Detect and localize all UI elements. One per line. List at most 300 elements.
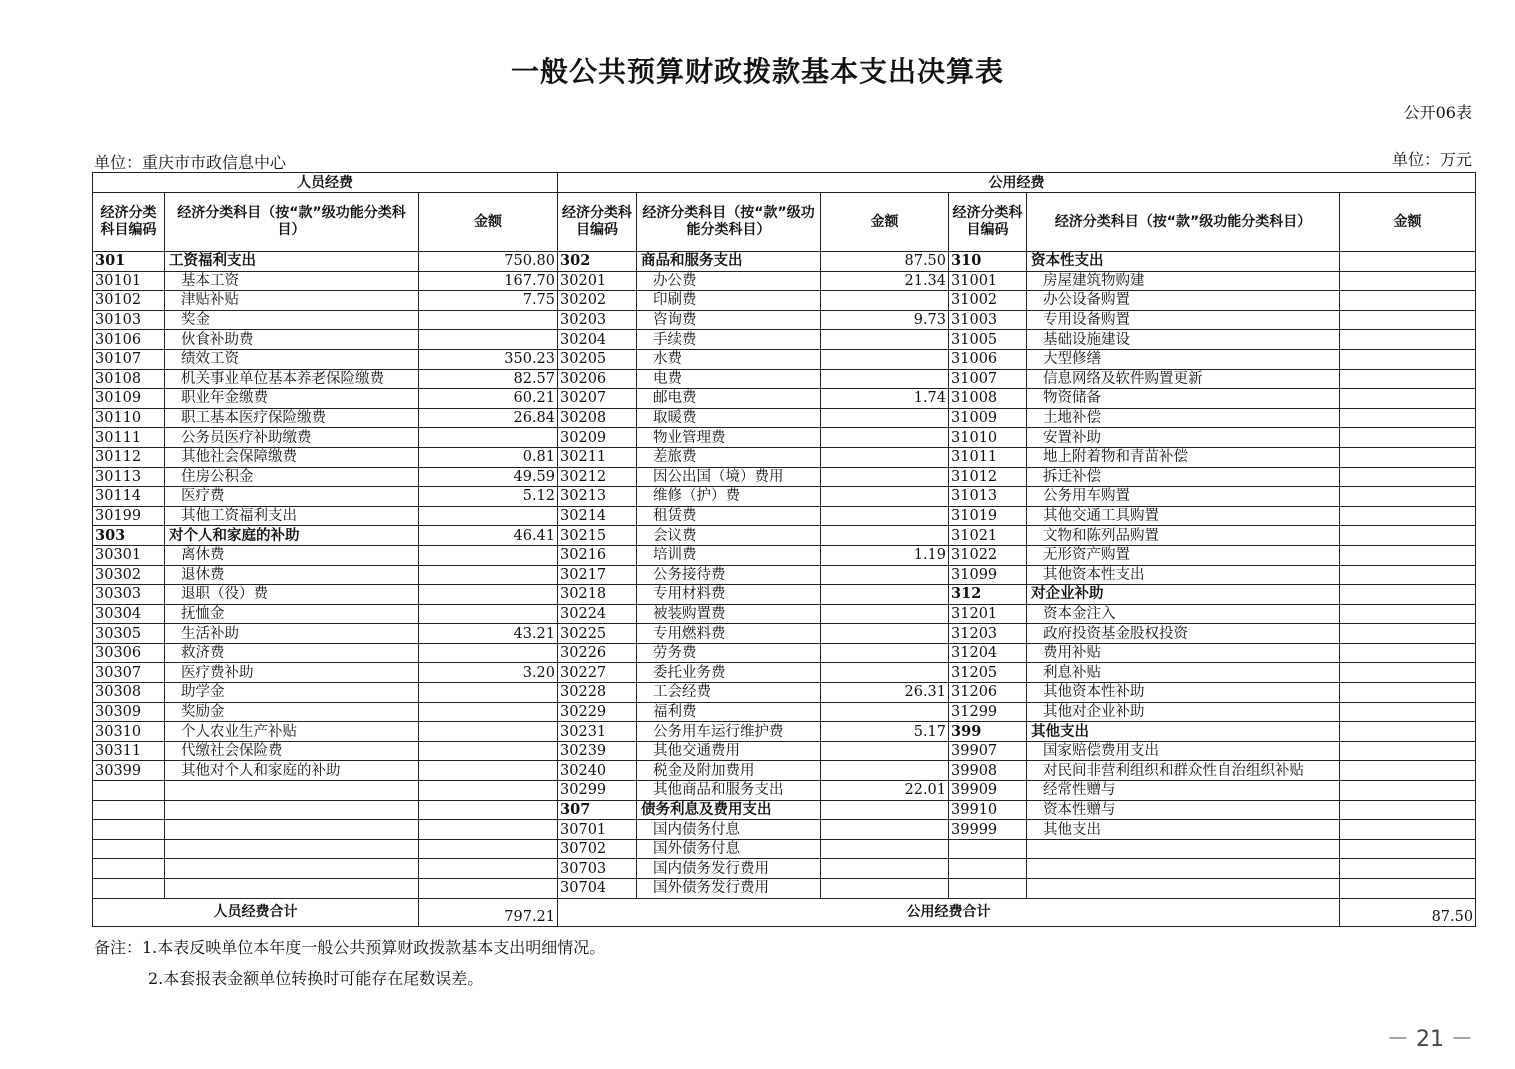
public-amount-cell	[821, 761, 949, 781]
public-amount-cell: 9.73	[821, 310, 949, 330]
table-row	[93, 369, 1476, 389]
code-header: 经济分类科目编码	[949, 193, 1027, 252]
public-code-cell: 30201	[558, 271, 637, 291]
personnel-code-cell	[93, 839, 165, 859]
table-row	[93, 761, 1476, 781]
personnel-amount-cell: 82.57	[419, 369, 558, 389]
public-amount-cell	[821, 526, 949, 546]
personnel-amount-cell	[419, 879, 558, 899]
public-amount-cell	[821, 467, 949, 487]
personnel-amount-cell: 3.20	[419, 663, 558, 683]
personnel-subject-cell: 个人农业生产补贴	[165, 722, 419, 742]
page-number: － 21 －	[1387, 1027, 1473, 1052]
public-amount-cell	[1340, 252, 1476, 272]
personnel-subject-cell: 公务员医疗补助缴费	[165, 428, 419, 448]
personnel-subject-cell: 救济费	[165, 643, 419, 663]
personnel-subject-cell: 其他工资福利支出	[165, 506, 419, 526]
public-code-cell: 30212	[558, 467, 637, 487]
public-code-cell: 30299	[558, 781, 637, 801]
public-code-cell: 31205	[949, 663, 1027, 683]
personnel-amount-cell: 49.59	[419, 467, 558, 487]
personnel-code-cell: 30106	[93, 330, 165, 350]
public-amount-cell	[1340, 800, 1476, 820]
public-amount-cell	[1340, 585, 1476, 605]
public-amount-cell	[1340, 643, 1476, 663]
personnel-code-cell: 30306	[93, 643, 165, 663]
public-subject-cell: 咨询费	[637, 310, 821, 330]
note-1: 备注：1.本表反映单位本年度一般公共预算财政拨款基本支出明细情况。	[94, 938, 606, 957]
public-amount-cell	[1340, 722, 1476, 742]
column-header-row	[93, 193, 1476, 252]
personnel-code-cell	[93, 781, 165, 801]
public-code-cell: 31204	[949, 643, 1027, 663]
public-amount-cell	[1340, 506, 1476, 526]
public-code-cell: 30231	[558, 722, 637, 742]
table-row	[93, 781, 1476, 801]
public-code-cell: 30702	[558, 839, 637, 859]
personnel-amount-cell	[419, 683, 558, 703]
public-amount-cell	[821, 663, 949, 683]
personnel-code-cell: 30302	[93, 565, 165, 585]
personnel-code-cell: 30310	[93, 722, 165, 742]
public-amount-cell	[821, 839, 949, 859]
personnel-code-cell: 30308	[93, 683, 165, 703]
personnel-subject-cell: 退休费	[165, 565, 419, 585]
table-row	[93, 820, 1476, 840]
personnel-code-cell: 30301	[93, 545, 165, 565]
public-amount-cell	[1340, 389, 1476, 409]
personnel-amount-cell: 46.41	[419, 526, 558, 546]
public-amount-cell	[1340, 781, 1476, 801]
public-code-cell: 31003	[949, 310, 1027, 330]
public-amount-cell	[1340, 428, 1476, 448]
subject-header: 经济分类科目（按“款”级功能分类科目）	[165, 193, 419, 252]
public-code-cell: 307	[558, 800, 637, 820]
personnel-code-cell: 30109	[93, 389, 165, 409]
table-row	[93, 252, 1476, 272]
public-code-cell: 30204	[558, 330, 637, 350]
public-subject-cell: 国家赔偿费用支出	[1027, 741, 1340, 761]
public-code-cell: 30218	[558, 585, 637, 605]
public-subject-cell: 劳务费	[637, 643, 821, 663]
personnel-amount-cell	[419, 722, 558, 742]
public-subject-cell: 拆迁补偿	[1027, 467, 1340, 487]
public-subject-cell: 差旅费	[637, 447, 821, 467]
personnel-subject-cell: 奖励金	[165, 702, 419, 722]
public-subject-cell: 公务用车购置	[1027, 487, 1340, 507]
public-subject-cell: 对民间非营利组织和群众性自治组织补贴	[1027, 761, 1340, 781]
table-number: 公开06表	[1403, 103, 1472, 122]
public-subject-cell: 工会经费	[637, 683, 821, 703]
public-amount-cell	[1340, 271, 1476, 291]
personnel-code-cell: 30107	[93, 349, 165, 369]
public-subject-cell: 被装购置费	[637, 604, 821, 624]
personnel-subject-cell: 离休费	[165, 545, 419, 565]
public-code-cell: 31203	[949, 624, 1027, 644]
public-subject-cell: 维修（护）费	[637, 487, 821, 507]
public-code-cell: 39910	[949, 800, 1027, 820]
public-subject-cell: 电费	[637, 369, 821, 389]
public-code-cell: 31012	[949, 467, 1027, 487]
public-subject-cell: 其他支出	[1027, 722, 1340, 742]
personnel-subject-cell: 机关事业单位基本养老保险缴费	[165, 369, 419, 389]
public-amount-cell	[1340, 820, 1476, 840]
table-row	[93, 879, 1476, 899]
public-code-cell: 31206	[949, 683, 1027, 703]
public-amount-cell	[821, 741, 949, 761]
table-row	[93, 722, 1476, 742]
public-subject-cell: 其他交通工具购置	[1027, 506, 1340, 526]
subject-header: 经济分类科目（按“款”级功能分类科目）	[637, 193, 821, 252]
public-subject-cell: 土地补偿	[1027, 408, 1340, 428]
personnel-subject-cell: 医疗费补助	[165, 663, 419, 683]
table-row	[93, 389, 1476, 409]
table-row	[93, 447, 1476, 467]
public-subject-cell: 印刷费	[637, 291, 821, 311]
public-subject-cell: 政府投资基金股权投资	[1027, 624, 1340, 644]
public-amount-cell: 1.19	[821, 545, 949, 565]
public-subject-cell: 水费	[637, 349, 821, 369]
table-row	[93, 839, 1476, 859]
public-subject-cell: 国内债务发行费用	[637, 859, 821, 879]
public-code-cell: 30228	[558, 683, 637, 703]
public-amount-cell	[1340, 447, 1476, 467]
public-subject-cell: 委托业务费	[637, 663, 821, 683]
public-code-cell: 310	[949, 252, 1027, 272]
table-row	[93, 330, 1476, 350]
table-row	[93, 487, 1476, 507]
public-subject-cell: 大型修缮	[1027, 349, 1340, 369]
public-code-cell	[949, 879, 1027, 899]
public-subject-cell	[1027, 879, 1340, 899]
public-subject-cell: 国外债务发行费用	[637, 879, 821, 899]
public-amount-cell	[1340, 683, 1476, 703]
public-code-cell	[949, 839, 1027, 859]
code-header: 经济分类科目编码	[93, 193, 165, 252]
personnel-amount-cell	[419, 330, 558, 350]
public-code-cell: 30703	[558, 859, 637, 879]
public-code-cell: 30239	[558, 741, 637, 761]
public-amount-cell	[821, 800, 949, 820]
public-amount-cell	[821, 428, 949, 448]
page-title: 一般公共预算财政拨款基本支出决算表	[510, 55, 1004, 88]
personnel-code-cell: 30309	[93, 702, 165, 722]
table-row	[93, 800, 1476, 820]
public-code-cell: 302	[558, 252, 637, 272]
personnel-subject-cell: 奖金	[165, 310, 419, 330]
public-subject-cell: 税金及附加费用	[637, 761, 821, 781]
public-amount-cell	[1340, 310, 1476, 330]
table-row	[93, 702, 1476, 722]
public-subject-cell: 安置补助	[1027, 428, 1340, 448]
personnel-code-cell: 30307	[93, 663, 165, 683]
personnel-subject-cell: 抚恤金	[165, 604, 419, 624]
public-code-cell: 31006	[949, 349, 1027, 369]
personnel-amount-cell: 350.23	[419, 349, 558, 369]
public-subject-cell: 物资储备	[1027, 389, 1340, 409]
personnel-total-label: 人员经费合计	[93, 898, 419, 926]
public-subject-cell: 物业管理费	[637, 428, 821, 448]
public-code-cell: 30207	[558, 389, 637, 409]
personnel-amount-cell	[419, 761, 558, 781]
public-subject-cell: 信息网络及软件购置更新	[1027, 369, 1340, 389]
public-code-cell: 30209	[558, 428, 637, 448]
public-amount-cell	[821, 349, 949, 369]
personnel-amount-cell: 167.70	[419, 271, 558, 291]
public-code-cell: 30229	[558, 702, 637, 722]
personnel-amount-cell	[419, 781, 558, 801]
personnel-amount-cell: 7.75	[419, 291, 558, 311]
public-code-cell: 30701	[558, 820, 637, 840]
public-amount-cell: 87.50	[821, 252, 949, 272]
personnel-amount-cell	[419, 859, 558, 879]
public-subject-cell: 专用设备购置	[1027, 310, 1340, 330]
personnel-subject-cell: 医疗费	[165, 487, 419, 507]
amount-header: 金额	[419, 193, 558, 252]
public-code-cell: 31005	[949, 330, 1027, 350]
public-code-cell: 31022	[949, 545, 1027, 565]
personnel-subject-cell	[165, 879, 419, 899]
public-subject-cell	[1027, 839, 1340, 859]
public-subject-cell: 会议费	[637, 526, 821, 546]
public-amount-cell	[1340, 702, 1476, 722]
public-code-cell: 39907	[949, 741, 1027, 761]
table-row	[93, 349, 1476, 369]
personnel-code-cell: 30311	[93, 741, 165, 761]
personnel-amount-cell: 750.80	[419, 252, 558, 272]
personnel-code-cell	[93, 859, 165, 879]
public-subject-cell: 因公出国（境）费用	[637, 467, 821, 487]
public-subject-cell: 资本性赠与	[1027, 800, 1340, 820]
personnel-subject-cell	[165, 859, 419, 879]
personnel-code-cell: 30102	[93, 291, 165, 311]
public-subject-cell: 国外债务付息	[637, 839, 821, 859]
public-subject-cell: 其他商品和服务支出	[637, 781, 821, 801]
public-code-cell: 30215	[558, 526, 637, 546]
public-subject-cell: 福利费	[637, 702, 821, 722]
table-row	[93, 271, 1476, 291]
personnel-amount-cell	[419, 310, 558, 330]
public-amount-cell	[1340, 663, 1476, 683]
public-subject-cell: 手续费	[637, 330, 821, 350]
public-subject-cell: 其他支出	[1027, 820, 1340, 840]
personnel-subject-cell	[165, 800, 419, 820]
public-amount-cell	[821, 820, 949, 840]
public-amount-cell	[1340, 604, 1476, 624]
public-code-cell: 31001	[949, 271, 1027, 291]
public-amount-cell	[1340, 330, 1476, 350]
public-amount-cell	[821, 487, 949, 507]
public-subject-cell: 取暖费	[637, 408, 821, 428]
table-row	[93, 663, 1476, 683]
personnel-amount-cell	[419, 604, 558, 624]
table-row	[93, 408, 1476, 428]
personnel-code-cell: 30199	[93, 506, 165, 526]
public-amount-cell	[1340, 349, 1476, 369]
public-subject-cell: 办公设备购置	[1027, 291, 1340, 311]
public-code-cell: 31010	[949, 428, 1027, 448]
personnel-code-cell: 30399	[93, 761, 165, 781]
public-subject-cell: 公务用车运行维护费	[637, 722, 821, 742]
personnel-code-cell: 30114	[93, 487, 165, 507]
personnel-subject-cell	[165, 781, 419, 801]
public-header: 公用经费	[558, 173, 1476, 193]
personnel-total-amount: 797.21	[419, 898, 558, 926]
public-amount-cell	[1340, 565, 1476, 585]
table-row	[93, 624, 1476, 644]
public-code-cell: 30203	[558, 310, 637, 330]
public-subject-cell: 专用材料费	[637, 585, 821, 605]
public-amount-cell	[821, 506, 949, 526]
public-code-cell: 30205	[558, 349, 637, 369]
public-subject-cell: 债务利息及费用支出	[637, 800, 821, 820]
public-code-cell: 30202	[558, 291, 637, 311]
personnel-subject-cell	[165, 839, 419, 859]
personnel-code-cell: 30111	[93, 428, 165, 448]
personnel-amount-cell	[419, 839, 558, 859]
public-code-cell: 399	[949, 722, 1027, 742]
public-code-cell: 31019	[949, 506, 1027, 526]
public-amount-cell	[821, 624, 949, 644]
personnel-amount-cell: 43.21	[419, 624, 558, 644]
table-row	[93, 565, 1476, 585]
personnel-code-cell: 30103	[93, 310, 165, 330]
personnel-subject-cell: 职业年金缴费	[165, 389, 419, 409]
public-amount-cell	[821, 291, 949, 311]
personnel-amount-cell	[419, 741, 558, 761]
public-subject-cell: 商品和服务支出	[637, 252, 821, 272]
public-code-cell: 30213	[558, 487, 637, 507]
public-subject-cell: 费用补贴	[1027, 643, 1340, 663]
personnel-code-cell	[93, 879, 165, 899]
table-row	[93, 291, 1476, 311]
notes	[94, 932, 605, 994]
public-subject-cell: 地上附着物和青苗补偿	[1027, 447, 1340, 467]
personnel-code-cell: 30110	[93, 408, 165, 428]
table-row	[93, 506, 1476, 526]
public-subject-cell: 文物和陈列品购置	[1027, 526, 1340, 546]
personnel-code-cell: 30101	[93, 271, 165, 291]
public-amount-cell	[821, 643, 949, 663]
personnel-code-cell: 301	[93, 252, 165, 272]
public-code-cell: 30216	[558, 545, 637, 565]
public-code-cell: 31008	[949, 389, 1027, 409]
public-code-cell: 30704	[558, 879, 637, 899]
personnel-subject-cell: 对个人和家庭的补助	[165, 526, 419, 546]
personnel-amount-cell: 26.84	[419, 408, 558, 428]
personnel-header: 人员经费	[93, 173, 558, 193]
public-code-cell: 31201	[949, 604, 1027, 624]
expenditure-table	[92, 172, 1476, 927]
public-amount-cell	[1340, 526, 1476, 546]
personnel-amount-cell	[419, 428, 558, 448]
public-amount-cell: 26.31	[821, 683, 949, 703]
public-amount-cell: 22.01	[821, 781, 949, 801]
table-row	[93, 604, 1476, 624]
personnel-code-cell: 30113	[93, 467, 165, 487]
public-code-cell: 30211	[558, 447, 637, 467]
public-code-cell: 31009	[949, 408, 1027, 428]
public-amount-cell	[1340, 624, 1476, 644]
table-row	[93, 585, 1476, 605]
public-amount-cell	[1340, 291, 1476, 311]
public-subject-cell: 无形资产购置	[1027, 545, 1340, 565]
personnel-code-cell: 30305	[93, 624, 165, 644]
public-code-cell: 30226	[558, 643, 637, 663]
public-amount-cell	[1340, 761, 1476, 781]
personnel-subject-cell: 助学金	[165, 683, 419, 703]
personnel-code-cell: 30304	[93, 604, 165, 624]
personnel-subject-cell: 绩效工资	[165, 349, 419, 369]
table-row	[93, 310, 1476, 330]
public-amount-cell: 5.17	[821, 722, 949, 742]
public-subject-cell: 资本性支出	[1027, 252, 1340, 272]
public-amount-cell	[1340, 408, 1476, 428]
public-subject-cell: 办公费	[637, 271, 821, 291]
public-total-amount: 87.50	[1340, 898, 1476, 926]
personnel-amount-cell	[419, 506, 558, 526]
public-subject-cell	[1027, 859, 1340, 879]
personnel-amount-cell: 5.12	[419, 487, 558, 507]
public-subject-cell: 经常性赠与	[1027, 781, 1340, 801]
public-subject-cell: 基础设施建设	[1027, 330, 1340, 350]
personnel-code-cell: 30112	[93, 447, 165, 467]
personnel-subject-cell: 工资福利支出	[165, 252, 419, 272]
public-code-cell: 31002	[949, 291, 1027, 311]
group-header-row	[93, 173, 1476, 193]
personnel-amount-cell	[419, 820, 558, 840]
public-amount-cell	[1340, 369, 1476, 389]
public-subject-cell: 其他交通费用	[637, 741, 821, 761]
personnel-subject-cell: 住房公积金	[165, 467, 419, 487]
currency-unit: 单位：万元	[1391, 150, 1472, 169]
personnel-subject-cell: 基本工资	[165, 271, 419, 291]
public-code-cell: 30240	[558, 761, 637, 781]
public-amount-cell	[821, 702, 949, 722]
public-code-cell: 30208	[558, 408, 637, 428]
personnel-amount-cell: 60.21	[419, 389, 558, 409]
personnel-amount-cell	[419, 545, 558, 565]
public-subject-cell: 其他资本性补助	[1027, 683, 1340, 703]
totals-row	[93, 898, 1476, 926]
code-header: 经济分类科目编码	[558, 193, 637, 252]
personnel-subject-cell: 津贴补贴	[165, 291, 419, 311]
public-amount-cell	[1340, 545, 1476, 565]
note-2: 2.本套报表金额单位转换时可能存在尾数误差。	[148, 969, 484, 988]
personnel-subject-cell	[165, 820, 419, 840]
table-row	[93, 545, 1476, 565]
personnel-amount-cell	[419, 702, 558, 722]
table-row	[93, 526, 1476, 546]
public-amount-cell	[821, 369, 949, 389]
public-code-cell: 31099	[949, 565, 1027, 585]
public-code-cell: 31011	[949, 447, 1027, 467]
public-code-cell	[949, 859, 1027, 879]
public-code-cell: 30214	[558, 506, 637, 526]
personnel-amount-cell: 0.81	[419, 447, 558, 467]
public-subject-cell: 利息补贴	[1027, 663, 1340, 683]
public-subject-cell: 房屋建筑物购建	[1027, 271, 1340, 291]
public-subject-cell: 资本金注入	[1027, 604, 1340, 624]
public-amount-cell	[1340, 859, 1476, 879]
personnel-code-cell: 30108	[93, 369, 165, 389]
reporting-unit: 单位：重庆市市政信息中心	[94, 153, 287, 172]
subject-header: 经济分类科目（按“款”级功能分类科目）	[1027, 193, 1340, 252]
personnel-subject-cell: 生活补助	[165, 624, 419, 644]
personnel-amount-cell	[419, 565, 558, 585]
public-subject-cell: 对企业补助	[1027, 585, 1340, 605]
public-subject-cell: 其他资本性支出	[1027, 565, 1340, 585]
